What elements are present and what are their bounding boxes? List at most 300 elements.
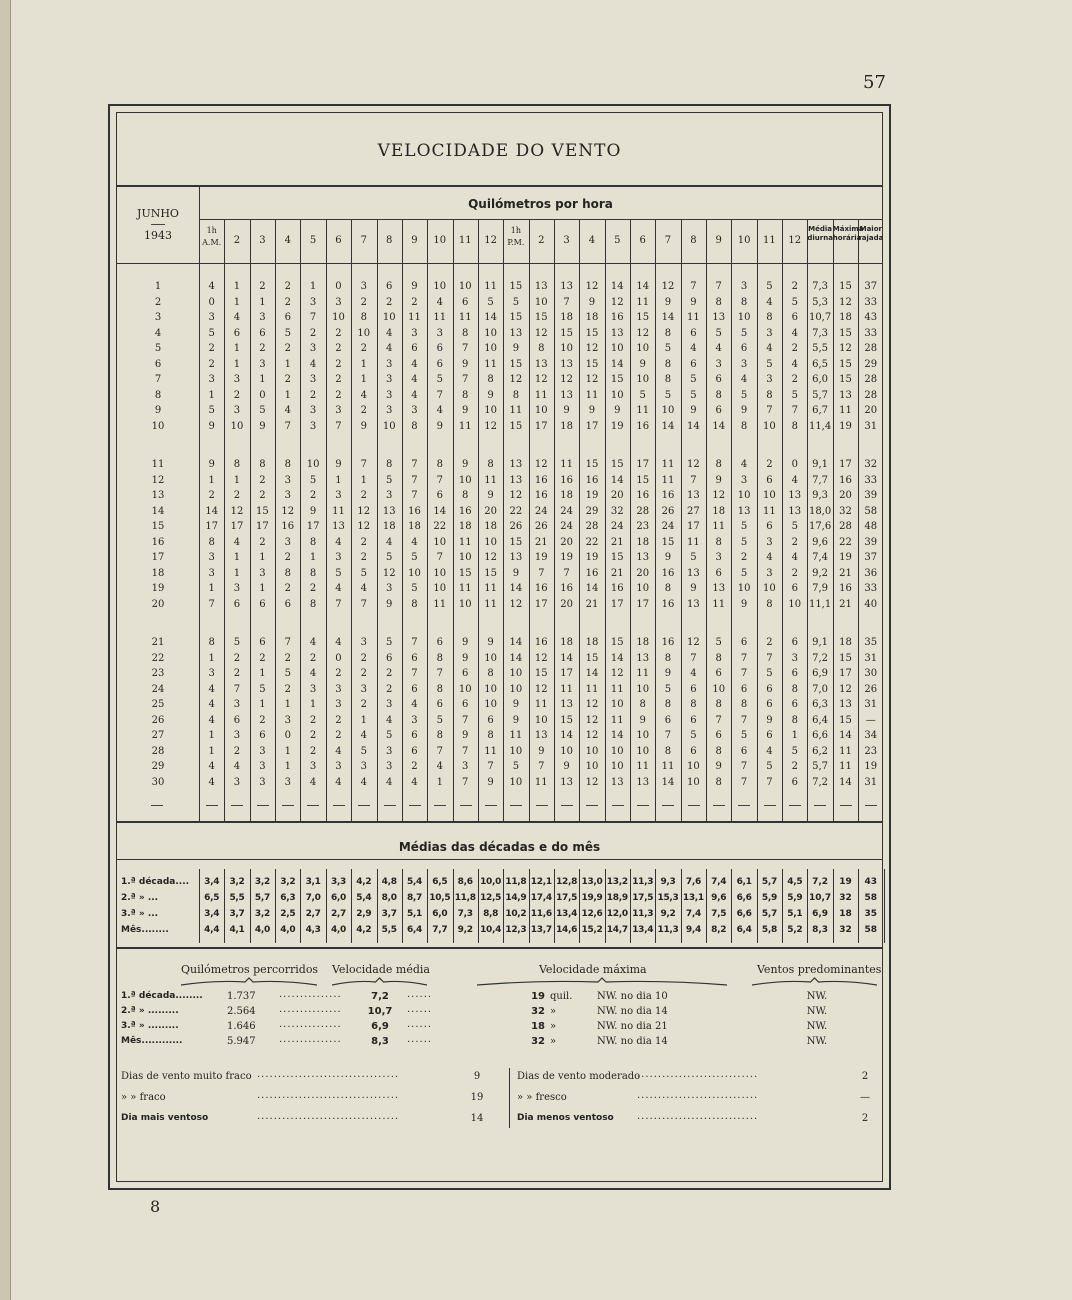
summary-max: 12 [839, 683, 852, 695]
hourly-value: 10 [484, 652, 497, 664]
decade-value: 2,5 [280, 909, 296, 919]
decade-value: 7,4 [685, 909, 701, 919]
hourly-value: 10 [763, 420, 776, 432]
empty-day-dash [688, 805, 700, 806]
summary-gust: 23 [864, 745, 878, 757]
hourly-value: 10 [534, 296, 548, 308]
decade-column-divider [884, 869, 885, 943]
hourly-value: 6 [715, 730, 722, 741]
hourly-value: 3 [233, 405, 241, 416]
hourly-value: 8 [436, 683, 443, 695]
decade-value: 4,2 [356, 925, 372, 935]
hourly-value: 3 [360, 637, 367, 648]
hourly-value: 10 [560, 343, 573, 354]
decade-value: 2,9 [356, 909, 372, 919]
decade-value: 5,5 [229, 893, 245, 903]
hourly-value: 5 [386, 730, 393, 741]
hourly-value: 11 [433, 312, 447, 323]
empty-day-dash [384, 805, 396, 806]
hourly-value: 10 [763, 583, 776, 594]
hourly-value: 4 [436, 761, 443, 772]
decade-value: 8,7 [406, 893, 423, 903]
summary-avg: 6,0 [812, 374, 829, 385]
hourly-value: 8 [411, 420, 418, 432]
days-table-bottom-line [117, 821, 882, 823]
empty-day-dash [536, 805, 548, 806]
hourly-value: 9 [462, 730, 469, 741]
leader-dots: ............... [279, 1019, 342, 1030]
hour-header: 4 [588, 235, 596, 246]
hourly-value: 6 [690, 358, 697, 370]
day-number: 6 [154, 358, 162, 370]
hourly-value: 14 [585, 668, 599, 679]
decade-row-label: 3.ª » ... [121, 909, 159, 919]
max-unit: » [550, 1021, 557, 1032]
decade-value: 10,0 [480, 877, 502, 887]
hourly-value: 15 [661, 536, 675, 548]
hourly-value: 2 [360, 296, 367, 308]
stats-left-label: Dia mais ventoso [121, 1113, 209, 1123]
brace-decoration [181, 977, 317, 987]
summary-max: 12 [839, 296, 852, 308]
hourly-value: 3 [309, 761, 317, 772]
hourly-value: 13 [687, 598, 700, 610]
empty-day-dash [612, 805, 624, 806]
month-label: JUNHO [137, 207, 179, 220]
hourly-value: 7 [462, 343, 469, 354]
decade-value: 8,8 [483, 909, 499, 919]
summary-avg: 10,7 [808, 312, 832, 323]
hourly-value: 9 [487, 490, 494, 501]
hourly-value: 10 [636, 683, 650, 695]
hourly-value: 13 [712, 583, 726, 594]
hourly-value: 11 [636, 405, 650, 416]
day-number: 5 [154, 343, 162, 354]
decade-value: 5,7 [761, 877, 777, 887]
brace-decoration [752, 977, 877, 987]
hourly-value: 6 [715, 668, 722, 679]
hourly-value: 17 [534, 420, 548, 432]
hourly-value: 1 [259, 583, 266, 594]
hourly-value: 17 [205, 521, 219, 532]
hourly-value: 9 [588, 296, 596, 308]
hourly-value: 18 [560, 637, 573, 648]
decade-value: 3,3 [330, 877, 347, 887]
hourly-value: 5 [309, 474, 317, 486]
hourly-value: 10 [484, 683, 497, 695]
max-direction: NW. no dia 10 [597, 991, 668, 1002]
empty-day-dash [713, 805, 725, 806]
decade-value: 5,9 [787, 893, 803, 903]
empty-day-dash [764, 805, 776, 806]
hourly-value: 1 [259, 296, 266, 308]
hourly-value: 2 [309, 327, 317, 339]
summary-gust: 31 [864, 776, 878, 788]
hourly-value: 12 [585, 776, 599, 788]
hourly-value: 12 [534, 327, 548, 339]
decade-value: 5,5 [381, 925, 397, 935]
hourly-value: 5 [740, 521, 748, 532]
hourly-value: 3 [386, 405, 393, 416]
hourly-value: 4 [411, 536, 418, 548]
decade-value: 6,4 [406, 925, 423, 935]
media-value: 7,2 [371, 991, 389, 1002]
decade-value: 5,4 [356, 893, 372, 903]
hourly-value: 9 [335, 459, 342, 470]
hour-header: 5 [614, 235, 621, 246]
hourly-value: 7 [715, 281, 722, 292]
hourly-value: 4 [766, 552, 773, 563]
hourly-value: 6 [436, 358, 443, 370]
hourly-value: 5 [690, 552, 697, 563]
hourly-value: 1 [791, 730, 798, 741]
hourly-value: 2 [208, 490, 215, 501]
summary-max: 11 [839, 761, 852, 772]
hourly-value: 10 [509, 668, 523, 679]
hourly-value: 1 [259, 552, 266, 563]
hourly-value: 3 [284, 536, 291, 548]
decade-value: 3,7 [381, 909, 397, 919]
hourly-value: 2 [791, 343, 798, 354]
hourly-value: 1 [233, 296, 241, 308]
hourly-value: 6 [690, 683, 697, 695]
hourly-value: 5 [715, 327, 722, 339]
hourly-value: 14 [610, 730, 624, 741]
hourly-value: 6 [791, 776, 798, 788]
hourly-value: 8 [639, 699, 646, 710]
hourly-value: 8 [664, 327, 672, 339]
hourly-value: 10 [458, 474, 472, 486]
hourly-value: 8 [386, 459, 393, 470]
hourly-value: 16 [534, 490, 548, 501]
hourly-value: 2 [386, 668, 393, 679]
leader-dots: .................................. [257, 1090, 400, 1101]
hourly-value: 2 [259, 281, 266, 292]
hourly-value: 11 [484, 745, 497, 757]
decades-title: Médias das décadas e do mês [398, 840, 601, 854]
hourly-value: 5 [436, 714, 443, 726]
hourly-value: 18 [382, 521, 396, 532]
unit-header: Quilómetros por hora [468, 197, 613, 211]
hourly-value: 5 [766, 358, 773, 370]
hourly-value: 11 [610, 683, 624, 695]
hourly-value: 3 [715, 552, 722, 563]
hourly-value: 0 [284, 730, 291, 741]
empty-day-dash [460, 805, 472, 806]
hourly-value: 2 [284, 552, 291, 563]
hourly-value: 10 [737, 583, 751, 594]
summary-max: 22 [839, 536, 852, 548]
decade-value: 3,7 [229, 909, 245, 919]
hourly-value: 4 [208, 683, 215, 695]
hourly-value: 5 [664, 683, 672, 695]
empty-day-dash [789, 805, 801, 806]
hour-header: 1h A.M. [202, 226, 222, 247]
hour-header: 9 [715, 235, 722, 246]
hourly-value: 17 [306, 521, 320, 532]
hourly-value: 2 [791, 374, 798, 385]
hourly-value: 22 [509, 505, 523, 517]
day-number: 30 [151, 776, 165, 788]
hourly-value: 3 [309, 296, 317, 308]
leader-dots: ............................. [637, 1090, 759, 1101]
hourly-value: 5 [386, 474, 393, 486]
day-number: 28 [151, 745, 165, 757]
hourly-value: 15 [610, 459, 624, 470]
summary-avg: 7,2 [812, 652, 829, 664]
hourly-value: 8 [538, 343, 545, 354]
hourly-value: 8 [487, 668, 494, 679]
hourly-value: 4 [690, 668, 697, 679]
hourly-value: 5 [208, 327, 215, 339]
decade-value: 11,6 [530, 909, 552, 919]
empty-day-dash [738, 805, 750, 806]
hourly-value: 4 [233, 761, 241, 772]
decade-value: 6,4 [736, 925, 752, 935]
table-inner-frame [116, 112, 883, 1182]
decade-avg: 6,9 [812, 909, 829, 919]
hour-header: 10 [433, 235, 447, 246]
hourly-value: 11 [712, 598, 726, 610]
hourly-value: 1 [436, 776, 443, 788]
summary-max: 16 [839, 583, 852, 594]
hourly-value: 8 [284, 459, 291, 470]
summary-avg: 18,0 [808, 505, 832, 517]
hourly-value: 6 [690, 745, 697, 757]
hourly-value: 5 [791, 521, 798, 532]
hourly-value: 10 [484, 327, 497, 339]
hourly-value: 14 [636, 281, 650, 292]
hourly-value: 6 [740, 745, 748, 757]
decade-value: 3,4 [204, 909, 220, 919]
hourly-value: 2 [335, 668, 342, 679]
hourly-value: 12 [357, 521, 371, 532]
hourly-value: 3 [309, 420, 317, 432]
summary-max: 18 [839, 637, 852, 648]
hourly-value: 3 [335, 552, 342, 563]
hourly-value: 6 [411, 343, 418, 354]
summary-max: 14 [839, 730, 852, 741]
hourly-value: 17 [560, 668, 573, 679]
day-number: 3 [154, 312, 162, 323]
hourly-value: 3 [284, 714, 291, 726]
hourly-value: 11 [484, 474, 497, 486]
hourly-value: 7 [690, 281, 697, 292]
hourly-value: 10 [433, 583, 447, 594]
hourly-value: 5 [259, 683, 266, 695]
hourly-value: 3 [208, 552, 215, 563]
hourly-value: 10 [382, 312, 396, 323]
hourly-value: 9 [208, 459, 215, 470]
hourly-value: 2 [284, 343, 291, 354]
hour-header: 12 [484, 235, 497, 246]
day-number: 16 [151, 536, 165, 548]
day-number: 27 [151, 730, 165, 741]
decade-value: 3,2 [229, 877, 245, 887]
hourly-value: 3 [284, 474, 291, 486]
hour-header: 6 [639, 235, 646, 246]
hourly-value: 16 [534, 637, 548, 648]
hourly-value: 10 [433, 281, 447, 292]
hourly-value: 10 [737, 312, 751, 323]
hourly-value: 10 [433, 536, 447, 548]
hourly-value: 1 [360, 474, 367, 486]
hourly-value: 11 [636, 761, 650, 772]
hourly-value: 7 [791, 405, 798, 416]
hourly-value: 2 [386, 296, 393, 308]
hourly-value: 3 [386, 358, 393, 370]
hourly-value: 6 [664, 714, 672, 726]
hourly-value: 8 [740, 420, 748, 432]
hourly-value: 5 [233, 637, 241, 648]
summary-max: 21 [839, 598, 852, 610]
hourly-value: 7 [715, 714, 722, 726]
hourly-value: 28 [636, 505, 650, 517]
summary-gust: 39 [864, 490, 878, 501]
hourly-value: 3 [411, 405, 418, 416]
decade-value: 10,5 [429, 893, 451, 903]
hourly-value: 5 [766, 668, 773, 679]
hourly-value: 12 [661, 281, 675, 292]
decade-value: 8,0 [381, 893, 397, 903]
hourly-value: 7 [436, 474, 443, 486]
totals-row-label: 1.ª década........ [121, 991, 203, 1001]
hourly-value: 6 [766, 699, 773, 710]
hourly-value: 11 [458, 420, 472, 432]
summary-avg: 6,9 [812, 668, 829, 679]
hourly-value: 7 [411, 490, 418, 501]
hourly-value: 9 [512, 714, 520, 726]
brace-decoration [477, 977, 727, 987]
decade-value: 11,8 [454, 893, 476, 903]
hourly-value: 10 [636, 745, 650, 757]
hourly-value: 6 [715, 567, 722, 579]
hourly-value: 5 [740, 567, 748, 579]
decade-value: 4,5 [787, 877, 803, 887]
hourly-value: 18 [560, 490, 573, 501]
hourly-value: 3 [791, 652, 798, 664]
hourly-value: 5 [436, 374, 443, 385]
summary-gust: 28 [864, 343, 878, 354]
hourly-value: 13 [560, 699, 573, 710]
summary-avg: 9,1 [812, 637, 829, 648]
hourly-value: 7 [436, 668, 443, 679]
hourly-value: 3 [309, 343, 317, 354]
hourly-value: 4 [411, 389, 418, 401]
stats-left-value: 14 [470, 1113, 484, 1124]
day-number: 22 [151, 652, 165, 664]
empty-day-dash [561, 805, 573, 806]
hourly-value: 1 [208, 745, 215, 757]
hourly-value: 4 [740, 374, 748, 385]
hourly-value: 8 [715, 536, 722, 548]
hourly-value: 2 [284, 583, 291, 594]
predominant-wind: NW. [806, 1036, 828, 1047]
hourly-value: 1 [208, 583, 215, 594]
hourly-value: 2 [411, 761, 418, 772]
hourly-value: 7 [208, 598, 215, 610]
hourly-value: 11 [534, 699, 548, 710]
hourly-value: 3 [208, 374, 215, 385]
hourly-value: 5 [791, 296, 798, 308]
hourly-value: 8 [259, 459, 266, 470]
hourly-value: 6 [715, 374, 722, 385]
hourly-value: 15 [509, 281, 523, 292]
hourly-value: 12 [230, 505, 244, 517]
decade-value: 3,4 [204, 877, 220, 887]
hourly-value: 10 [458, 683, 472, 695]
hourly-value: 9 [664, 668, 672, 679]
hourly-value: 8 [487, 730, 494, 741]
hourly-value: 7 [360, 459, 367, 470]
day-number: 8 [154, 389, 162, 401]
hour-header: 7 [664, 235, 672, 246]
ventos-header: Ventos predominantes [757, 963, 882, 976]
hourly-value: 14 [509, 637, 523, 648]
hourly-value: 6 [386, 652, 393, 664]
hourly-value: 14 [712, 420, 726, 432]
hourly-value: 6 [233, 598, 241, 610]
hourly-value: 4 [791, 358, 798, 370]
hourly-value: 18 [560, 420, 573, 432]
hourly-value: 5 [411, 552, 418, 563]
hourly-value: 7 [538, 567, 545, 579]
decade-value: 6,1 [736, 877, 752, 887]
day-number: 10 [151, 420, 165, 432]
hourly-value: 22 [433, 521, 447, 532]
hourly-value: 3 [740, 474, 748, 486]
hourly-value: 17 [636, 598, 650, 610]
hourly-value: 13 [560, 358, 573, 370]
hourly-value: 3 [335, 699, 342, 710]
hourly-value: 3 [360, 683, 367, 695]
hourly-value: 2 [766, 459, 773, 470]
summary-header: Média diurna [807, 225, 833, 242]
hourly-value: 6 [436, 699, 443, 710]
hourly-value: 16 [560, 583, 573, 594]
hour-header: 2 [233, 235, 241, 246]
totals-row-label: 3.ª » ......... [121, 1021, 179, 1031]
max-unit: » [550, 1006, 557, 1017]
decade-value: 3,2 [254, 877, 270, 887]
hour-header: 2 [538, 235, 545, 246]
hourly-value: 9 [259, 420, 266, 432]
summary-gust: 33 [864, 327, 878, 339]
page-number-bottom: 8 [150, 1197, 161, 1216]
decade-value: 14,9 [505, 893, 527, 903]
summary-max: 32 [839, 505, 852, 517]
decade-value: 9,6 [711, 893, 727, 903]
hourly-value: 12 [585, 714, 599, 726]
decade-value: 19,9 [581, 893, 603, 903]
summary-avg: 6,7 [812, 405, 829, 416]
hourly-value: 9 [487, 389, 494, 401]
hourly-value: 12 [610, 668, 624, 679]
hourly-value: 9 [664, 552, 672, 563]
decade-value: 5,1 [406, 909, 423, 919]
hourly-value: 16 [636, 420, 650, 432]
hourly-value: 10 [433, 567, 447, 579]
hourly-value: 4 [386, 327, 393, 339]
hourly-value: 2 [233, 652, 241, 664]
hourly-value: 6 [766, 683, 773, 695]
summary-max: 28 [839, 521, 852, 532]
hourly-value: 6 [411, 745, 418, 757]
year-label: 1943 [144, 229, 172, 242]
hourly-value: 18 [458, 521, 472, 532]
hourly-value: 11 [712, 521, 726, 532]
hourly-value: 17 [610, 598, 624, 610]
